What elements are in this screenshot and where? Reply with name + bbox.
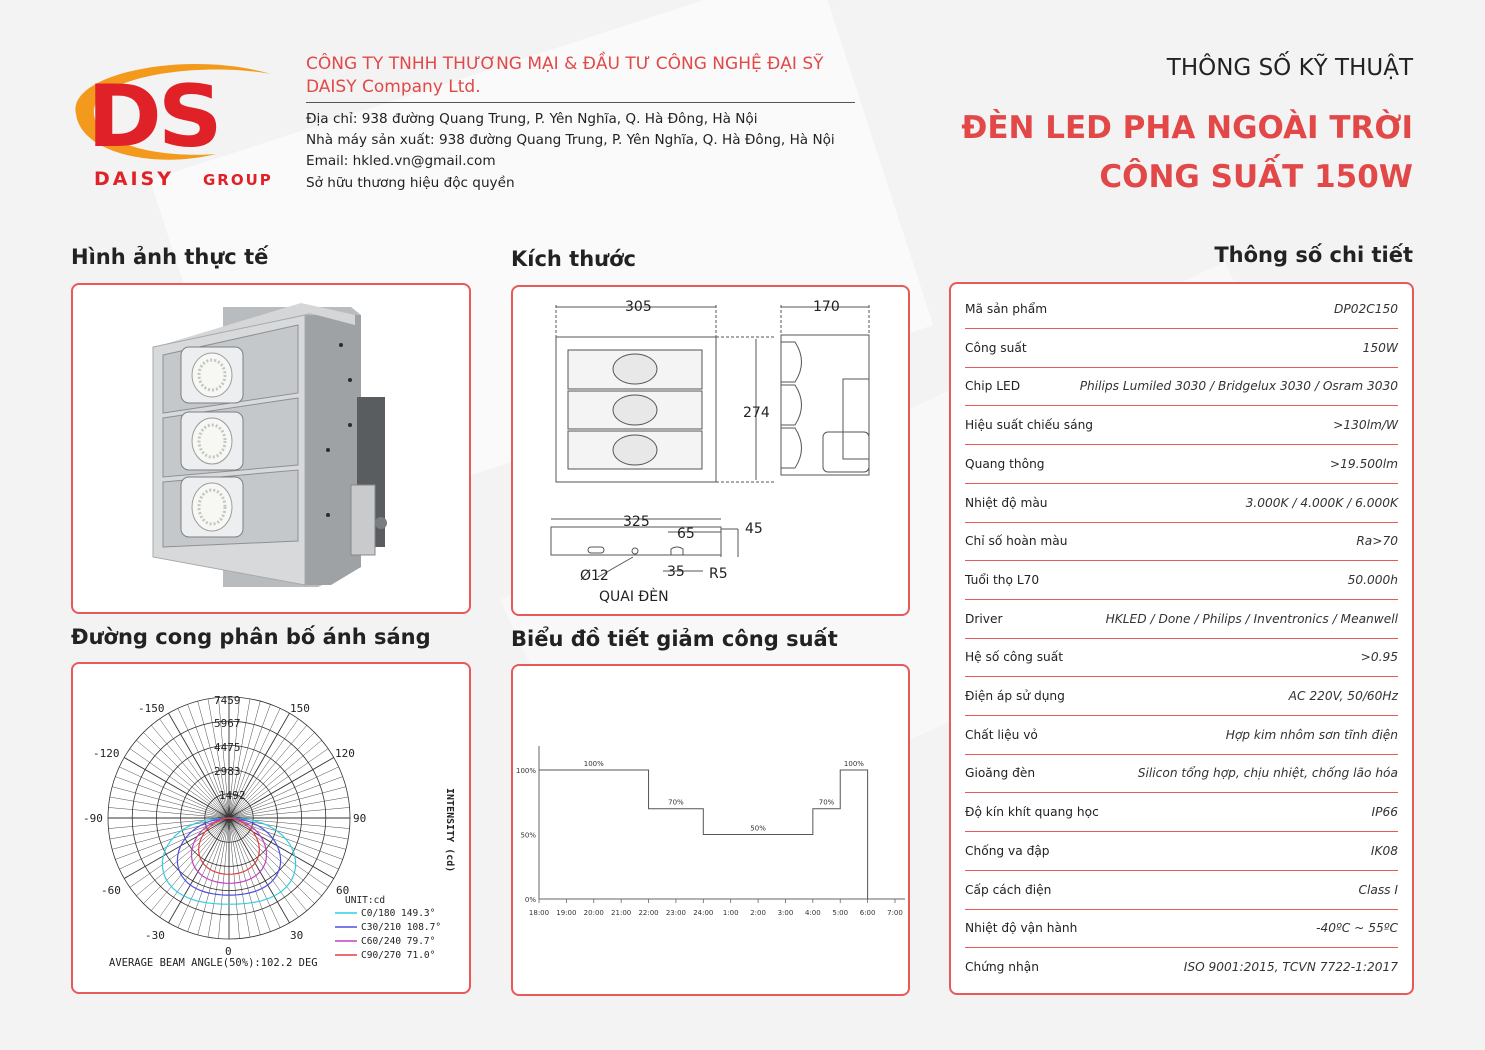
section-title-dimensions: Kích thước <box>511 247 636 271</box>
angle-label-30: 30 <box>290 929 304 942</box>
spec-row <box>965 728 1398 755</box>
spec-key: Gioăng đèn <box>965 766 1036 781</box>
spec-value: >19.500lm <box>1329 456 1398 471</box>
spec-key: Điện áp sử dụng <box>965 689 1065 703</box>
polar-diagram <box>73 664 469 992</box>
spec-value: Ra>70 <box>1356 534 1398 549</box>
x-tick-label: 21:00 <box>611 909 632 917</box>
x-tick-label: 5:00 <box>832 909 849 917</box>
angle-label-neg30: -30 <box>145 929 165 942</box>
polar-spoke <box>108 807 229 818</box>
polar-spoke <box>229 807 350 818</box>
section-title-photo: Hình ảnh thực tế <box>71 245 269 269</box>
legend-label: C90/270 71.0° <box>361 950 436 961</box>
spec-key: Quang thông <box>965 456 1045 471</box>
spec-value: Philips Lumiled 3030 / Bridgelux 3030 / Osram 3030 <box>1079 379 1398 394</box>
x-tick-label: 24:00 <box>693 909 714 917</box>
y-tick-label: 0% <box>524 896 536 904</box>
angle-label-neg60: -60 <box>101 884 121 897</box>
section-title-dimming: Biểu đồ tiết giảm công suất <box>511 627 838 651</box>
spec-value: Hợp kim nhôm sơn tĩnh điện <box>1225 727 1398 742</box>
product-photo-panel <box>71 283 471 614</box>
spec-value: IP66 <box>1371 805 1398 820</box>
spec-row <box>965 805 1398 832</box>
spec-value: HKLED / Done / Philips / Inventronics / Meanwell <box>1105 611 1398 626</box>
angle-label-neg150: -150 <box>138 702 165 715</box>
company-trademark: Sở hữu thương hiệu độc quyền <box>306 174 515 191</box>
spec-row <box>965 650 1398 677</box>
step-label: 100% <box>583 760 604 768</box>
document-title: THÔNG SỐ KỸ THUẬT <box>1166 55 1413 81</box>
spec-value: >130lm/W <box>1333 418 1398 433</box>
spec-row <box>965 612 1398 639</box>
company-address: Địa chỉ: 938 đường Quang Trung, P. Yên Nghĩa, Q. Hà Đông, Hà Nội <box>306 111 758 127</box>
angle-label-150: 150 <box>290 702 310 715</box>
company-name-en: DAISY Company Ltd. <box>306 77 481 97</box>
legend-label: C60/240 79.7° <box>361 936 436 947</box>
spec-row <box>965 689 1398 716</box>
legend-label: C30/210 108.7° <box>361 922 442 933</box>
spec-key: Chỉ số hoàn màu <box>965 534 1068 549</box>
dim-height: 274 <box>743 405 770 421</box>
x-tick-label: 23:00 <box>665 909 687 917</box>
step-label: 70% <box>668 798 684 807</box>
spec-key: Nhiệt độ vận hành <box>965 921 1078 936</box>
step-label: 100% <box>843 760 864 768</box>
spec-row <box>965 960 1398 980</box>
company-info <box>306 109 835 194</box>
spec-key: Cấp cách điện <box>965 882 1052 897</box>
dim-width: 305 <box>625 299 652 315</box>
spec-row <box>965 883 1398 910</box>
logo-group: GROUP <box>203 171 273 189</box>
x-tick-label: 2:00 <box>750 909 766 917</box>
polar-spoke <box>229 818 240 939</box>
spec-value: -40ºC ~ 55ºC <box>1316 921 1398 936</box>
spec-row <box>965 418 1398 445</box>
ring-label-3: 4475 <box>214 741 241 754</box>
spec-key: Tuổi thọ L70 <box>965 572 1040 587</box>
dim-45: 45 <box>745 521 763 537</box>
spec-key: Công suất <box>965 340 1027 355</box>
spec-row <box>965 921 1398 948</box>
dimensions-panel <box>511 285 910 616</box>
spec-value: 3.000K / 4.000K / 6.000K <box>1245 495 1398 510</box>
y-tick-label: 50% <box>520 831 536 840</box>
spec-value: DP02C150 <box>1333 302 1398 316</box>
unit-label: UNIT:cd <box>345 895 386 906</box>
ring-label-2: 5967 <box>214 717 241 730</box>
ring-label-1: 7459 <box>214 694 241 707</box>
company-name-block <box>306 53 824 99</box>
dim-65: 65 <box>677 526 695 542</box>
legend-label: C0/180 149.3° <box>361 908 436 919</box>
intensity-axis-label: INTENSITY (cd) <box>444 788 455 873</box>
polar-spoke <box>229 787 346 818</box>
light-distribution-panel <box>71 662 471 994</box>
spec-row <box>965 496 1398 523</box>
spec-row <box>965 573 1398 600</box>
x-tick-label: 3:00 <box>777 909 794 917</box>
bracket-label: QUAI ĐÈN <box>599 589 669 605</box>
x-tick-label: 4:00 <box>804 909 821 917</box>
step-label: 50% <box>750 824 766 833</box>
spec-value: Class I <box>1358 882 1398 897</box>
dim-depth: 170 <box>813 299 840 315</box>
ring-label-4: 2983 <box>214 765 241 778</box>
spec-key: Chống va đập <box>965 843 1050 858</box>
angle-label-neg90: -90 <box>83 812 103 825</box>
spec-key: Hệ số công suất <box>965 650 1064 665</box>
x-tick-label: 22:00 <box>638 909 659 917</box>
spec-value: IK08 <box>1370 843 1398 858</box>
spec-row <box>965 341 1398 368</box>
angle-label-60: 60 <box>336 884 350 897</box>
company-factory: Nhà máy sản xuất: 938 đường Quang Trung, P. Yên Nghĩa, Q. Hà Đông, Hà Nội <box>306 132 835 149</box>
logo-brand: DAISY <box>94 168 174 190</box>
spec-value: Silicon tổng hợp, chịu nhiệt, chống lão hóa <box>1137 766 1398 781</box>
spec-key: Nhiệt độ màu <box>965 495 1048 510</box>
x-tick-label: 18:00 <box>528 909 550 917</box>
dimension-drawing <box>513 287 908 614</box>
dimming-chart-panel <box>511 664 910 996</box>
spec-key: Mã sản phẩm <box>965 302 1048 316</box>
spec-value: 50.000h <box>1347 572 1398 587</box>
spec-row <box>965 534 1398 561</box>
spec-value: AC 220V, 50/60Hz <box>1288 689 1398 703</box>
company-logo <box>66 54 282 190</box>
spec-row <box>965 766 1398 793</box>
polar-spoke <box>229 818 346 849</box>
spec-value: 150W <box>1362 340 1398 355</box>
polar-spoke <box>112 787 229 818</box>
spec-key: Chứng nhận <box>965 959 1039 974</box>
section-title-light-curve: Đường cong phân bố ánh sáng <box>71 625 431 649</box>
spec-value: >0.95 <box>1360 650 1398 665</box>
company-email: Email: hkled.vn@gmail.com <box>306 153 496 170</box>
x-tick-label: 7:00 <box>887 909 903 917</box>
spec-key: Độ kín khít quang học <box>965 805 1099 820</box>
x-tick-label: 6:00 <box>859 909 876 917</box>
product-title-line2: CÔNG SUẤT 150W <box>1099 159 1413 195</box>
company-name-vi: CÔNG TY TNHH THƯƠNG MẠI & ĐẦU TƯ CÔNG NGHỆ ĐẠI SỸ <box>306 54 824 74</box>
spec-key: Driver <box>965 611 1003 626</box>
spec-value: ISO 9001:2015, TCVN 7722-1:2017 <box>1183 959 1398 974</box>
logo-letters: DS <box>87 66 219 167</box>
step-label: 70% <box>818 798 835 807</box>
divider <box>306 102 855 103</box>
spec-row <box>965 844 1398 871</box>
spec-key: Chip LED <box>965 379 1021 394</box>
spec-key: Hiệu suất chiếu sáng <box>965 418 1094 433</box>
power-step-line <box>539 770 868 899</box>
x-tick-label: 20:00 <box>583 909 604 917</box>
spec-row <box>965 379 1398 406</box>
product-photo <box>73 285 469 612</box>
section-title-specs: Thông số chi tiết <box>1214 243 1413 267</box>
product-title <box>961 104 1413 202</box>
x-tick-label: 19:00 <box>556 909 577 917</box>
spec-row <box>965 457 1398 484</box>
polar-spoke <box>218 818 229 939</box>
angle-label-90: 90 <box>353 812 367 825</box>
dim-hole: Ø12 <box>580 568 609 584</box>
dim-35: 35 <box>667 564 685 580</box>
spec-key: Chất liệu vỏ <box>965 727 1038 742</box>
dim-r5: R5 <box>709 566 728 582</box>
beam-angle-note: AVERAGE BEAM ANGLE(50%):102.2 DEG <box>109 957 318 969</box>
product-title-line1: ĐÈN LED PHA NGOÀI TRỜI <box>961 110 1413 146</box>
dim-bracket-length: 325 <box>623 514 650 530</box>
ring-label-5: 1492 <box>219 789 246 802</box>
spec-row <box>965 302 1398 329</box>
x-tick-label: 1:00 <box>722 909 739 917</box>
angle-label-neg120: -120 <box>93 747 120 760</box>
polar-spoke <box>112 818 229 849</box>
y-tick-label: 100% <box>515 767 536 775</box>
angle-label-120: 120 <box>335 747 355 760</box>
spec-table <box>949 282 1414 995</box>
angle-label-0: 0 <box>225 945 232 958</box>
dimming-chart <box>513 666 908 994</box>
